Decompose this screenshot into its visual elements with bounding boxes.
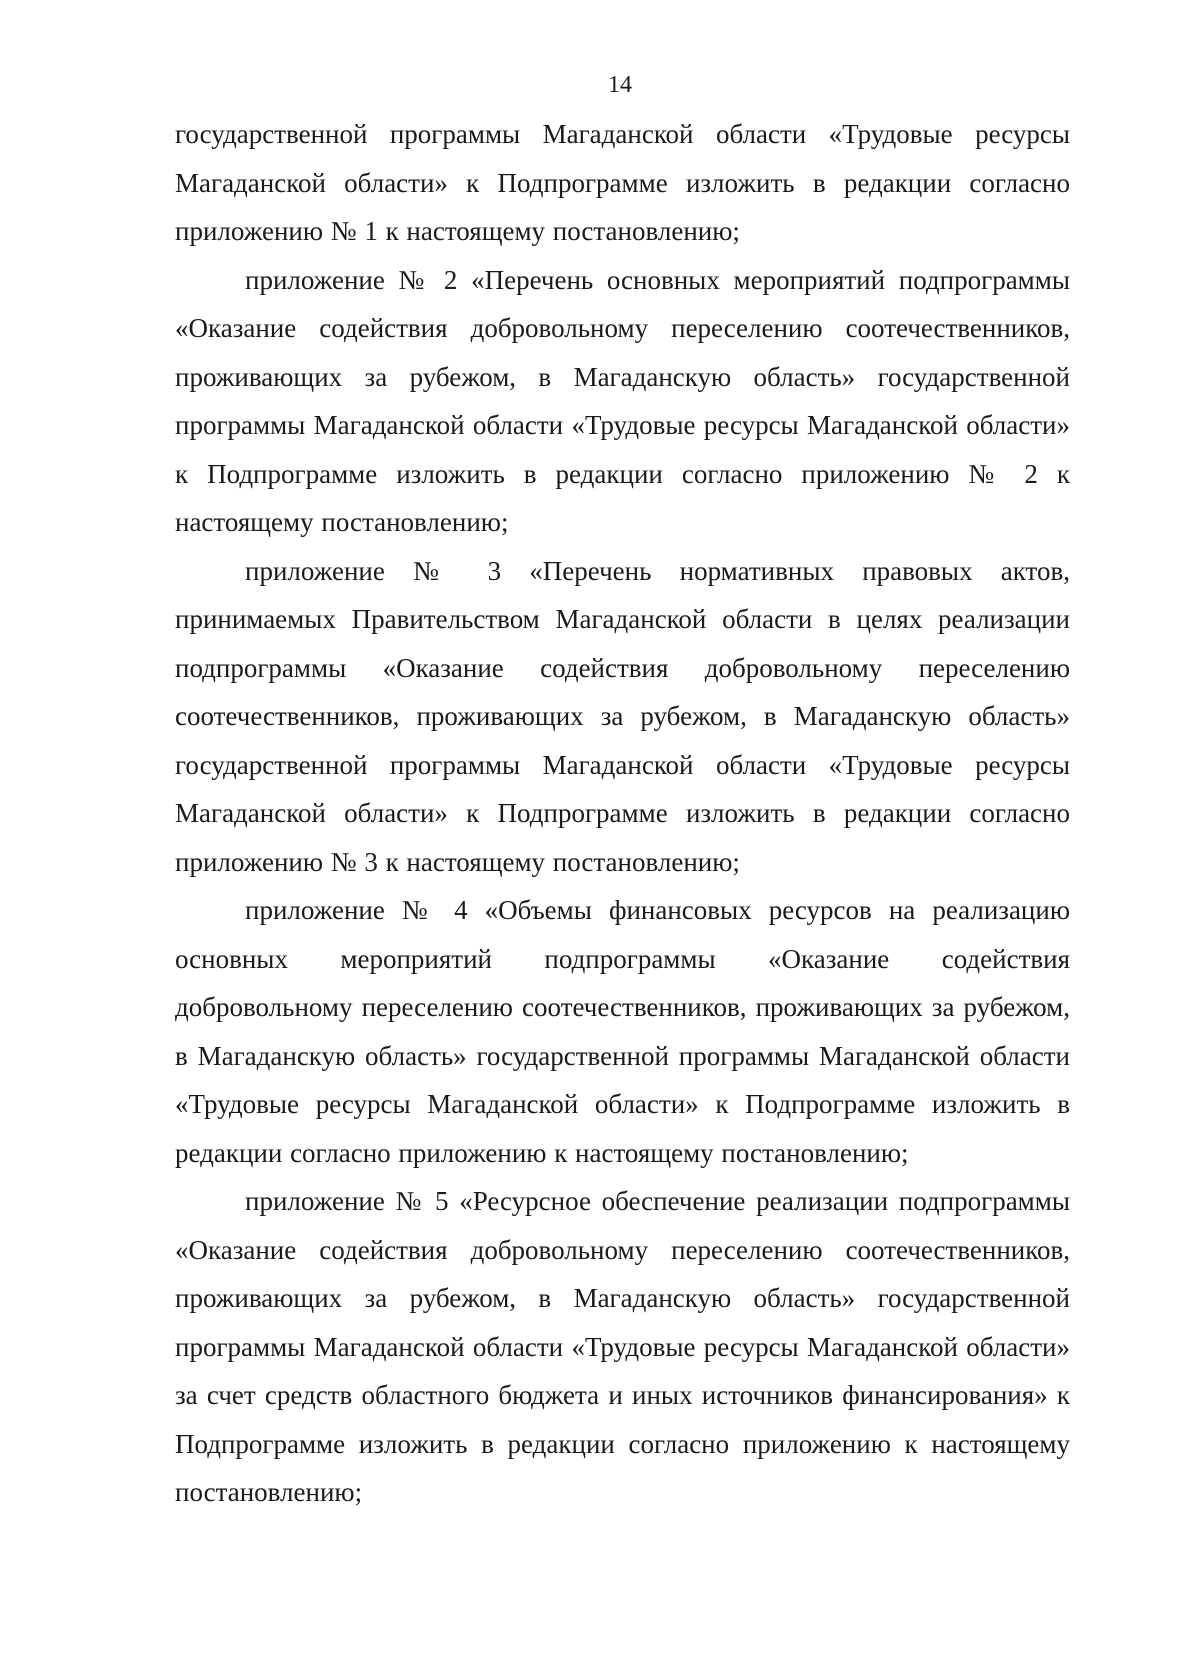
document-body [175, 110, 1070, 1517]
paragraph-appendix-5: приложение № 5 «Ресурсное обеспечение реализации подпрограммы «Оказание содействия добровольному переселению соотечественников, проживающих за рубежом, в Магаданскую область» государственной программы Магаданской области «Трудовые ресурсы Магаданской области» за счет средств областного бюджета и иных источников финансирования» к Подпрограмме изложить в редакции согласно приложению к настоящему постановлению; [175, 1186, 1070, 1507]
page-number: 14 [608, 72, 632, 98]
paragraph-appendix-2: приложение № 2 «Перечень основных мероприятий подпрограммы «Оказание содействия добровольному переселению соотечественников, проживающих за рубежом, в Магаданскую область» государственной программы Магаданской области «Трудовые ресурсы Магаданской области» к Подпрограмме изложить в редакции согласно приложению № 2 к настоящему постановлению; [175, 264, 1070, 537]
paragraph-appendix-4: приложение № 4 «Объемы финансовых ресурсов на реализацию основных мероприятий подпрограммы «Оказание содействия добровольному переселению соотечественников, проживающих за рубежом, в Магаданскую область» государственной программы Магаданской области «Трудовые ресурсы Магаданской области» к Подпрограмме изложить в редакции согласно приложению к настоящему постановлению; [175, 895, 1070, 1168]
paragraph-appendix-3: приложение № 3 «Перечень нормативных правовых актов, принимаемых Правительством Магаданской области в целях реализации подпрограммы «Оказание содействия добровольному переселению соотечественников, проживающих за рубежом, в Магаданскую область» государственной программы Магаданской области «Трудовые ресурсы Магаданской области» к Подпрограмме изложить в редакции согласно приложению № 3 к настоящему постановлению; [175, 555, 1070, 877]
paragraph-continuation: государственной программы Магаданской области «Трудовые ресурсы Магаданской области» к Подпрограмме изложить в редакции согласно приложению № 1 к настоящему постановлению; [175, 119, 1070, 246]
